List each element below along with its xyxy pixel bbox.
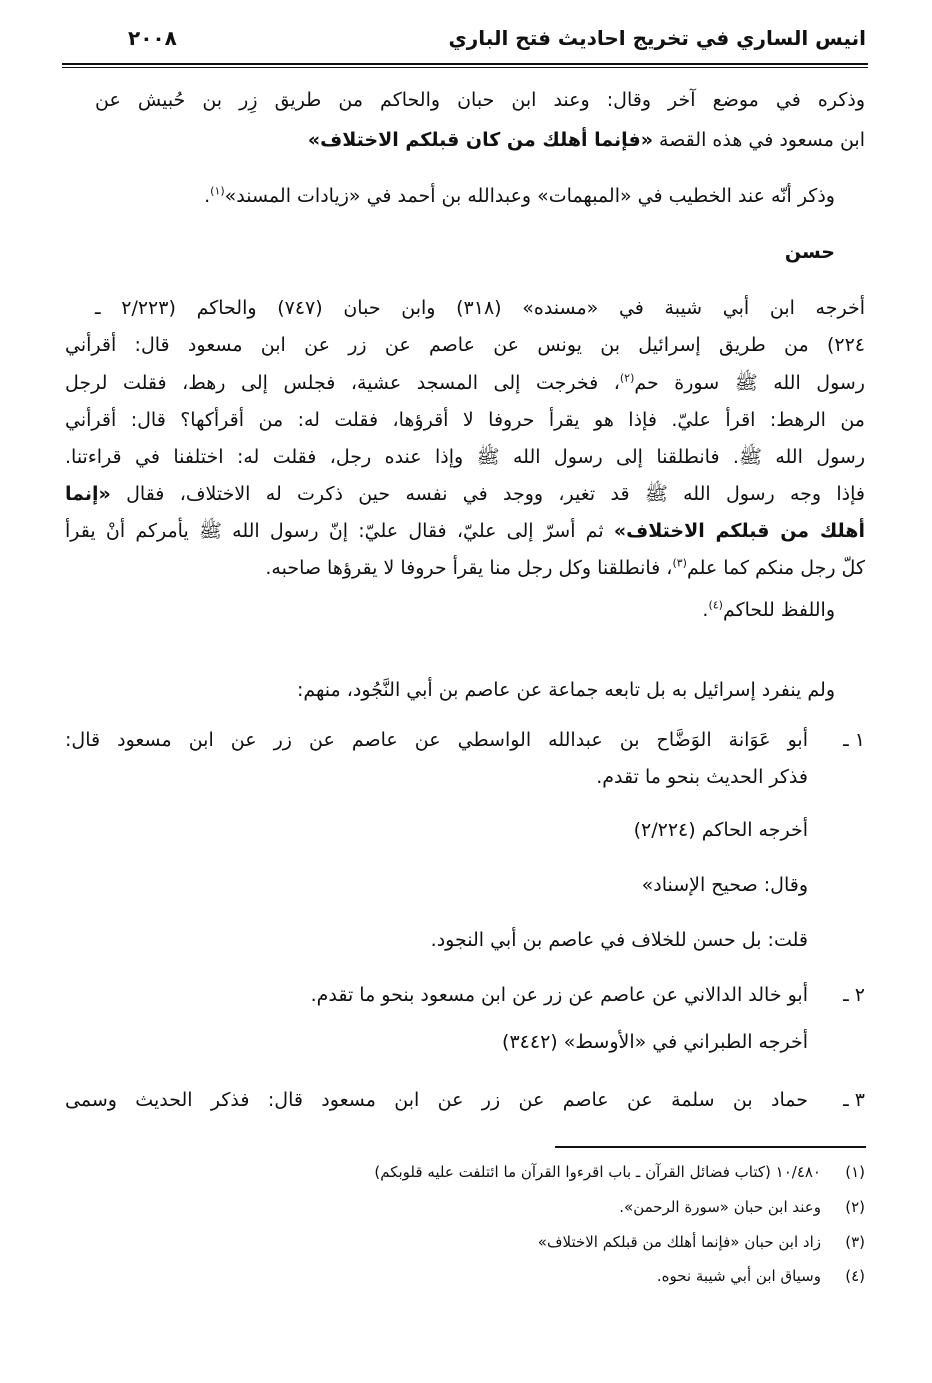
footnote-text: وعند ابن حبان «سورة الرحمن». bbox=[619, 1198, 821, 1216]
page-number: ٢٠٠٨ bbox=[128, 26, 177, 50]
footnote-ref[interactable]: (٢) bbox=[619, 371, 635, 385]
header-rule-thin bbox=[62, 67, 868, 68]
paragraph-line bbox=[308, 122, 865, 158]
quote-bold: أهلك من قبلكم الاختلاف» bbox=[613, 520, 865, 542]
text: . bbox=[204, 185, 211, 207]
list-item-line: حماد بن سلمة عن عاصم عن زر عن ابن مسعود قال: فذكر الحديث وسمى bbox=[65, 1089, 808, 1111]
paragraph-line bbox=[65, 476, 865, 512]
text: ابن مسعود في هذه القصة bbox=[652, 129, 865, 151]
footnote-text: ١٠/٤٨٠ (كتاب فضائل القرآن ـ باب اقرءوا القرآن ما ائتلفت عليه قلوبكم) bbox=[374, 1163, 821, 1181]
item-number: ٣ ـ bbox=[843, 1089, 865, 1111]
footnote-text: وسياق ابن أبي شيبة نحوه. bbox=[656, 1267, 821, 1285]
footnote-number: (٢) bbox=[845, 1198, 865, 1216]
footnote bbox=[374, 1157, 865, 1187]
paragraph-line bbox=[65, 365, 865, 401]
quote-bold: «إنما bbox=[65, 483, 111, 505]
footnote-rule bbox=[555, 1146, 866, 1148]
footnote-ref[interactable]: (٤) bbox=[708, 598, 723, 612]
list-item-line: أبو عَوَانة الوَضَّاح بن عبدالله الواسطي عن عاصم عن زر عن ابن مسعود قال: bbox=[65, 729, 808, 751]
running-title: انيس الساري في تخريج احاديث فتح الباري bbox=[448, 26, 866, 50]
quote-bold: «فإنما أهلك من كان قبلكم الاختلاف» bbox=[307, 129, 653, 151]
paragraph-line bbox=[65, 513, 865, 549]
text: ثم أسرّ إلى عليّ، فقال عليّ: إنّ رسول الله ﷺ يأمركم أنْ يقرأ bbox=[65, 520, 614, 542]
footnote bbox=[538, 1227, 865, 1257]
text: رسول الله ﷺ سورة حم bbox=[634, 372, 865, 394]
paragraph-line: أخرجه ابن أبي شيبة في «مسنده» (٣١٨) وابن حبان (٧٤٧) والحاكم (٢/٢٢٣ ـ bbox=[95, 297, 865, 319]
footnote-number: (٤) bbox=[845, 1267, 865, 1285]
paragraph-line: من الرهط: اقرأ عليّ. فإذا هو يقرأ حروفا لا أقرؤها، فقلت له: من أقرأكها؟ قال: أقرأني bbox=[65, 409, 865, 431]
footnote-number: (١) bbox=[845, 1163, 865, 1181]
list-item-line: قلت: بل حسن للخلاف في عاصم بن أبي النجود. bbox=[430, 929, 808, 951]
paragraph-line bbox=[265, 550, 865, 586]
footnote bbox=[657, 1261, 865, 1291]
text: فإذا وجه رسول الله ﷺ قد تغير، ووجد في نفسه حين ذكرت له الاختلاف، فقال bbox=[110, 483, 865, 505]
paragraph-line: ٢٢٤) من طريق إسرائيل بن يونس عن عاصم عن زر عن ابن مسعود قال: أقرأني bbox=[65, 334, 865, 356]
footnote bbox=[619, 1192, 865, 1222]
paragraph-line bbox=[702, 592, 835, 628]
paragraph-line: وذكره في موضع آخر وقال: وعند ابن حبان والحاكم من طريق زِر بن حُبيش عن bbox=[95, 89, 865, 111]
list-item-line: أبو خالد الدالاني عن عاصم عن زر عن ابن مسعود بنحو ما تقدم. bbox=[310, 984, 808, 1006]
paragraph-line: رسول الله ﷺ. فانطلقنا إلى رسول الله ﷺ وإذا عنده رجل، فقلت له: اختلفنا في قراءتنا. bbox=[65, 446, 865, 468]
footnote-number: (٣) bbox=[845, 1233, 865, 1251]
list-item-line: أخرجه الحاكم (٢/٢٢٤) bbox=[633, 819, 808, 841]
paragraph-line bbox=[204, 178, 835, 214]
section-heading: حسن bbox=[784, 241, 835, 263]
text: كلّ رجل منكم كما علم bbox=[686, 557, 865, 579]
list-item-line: أخرجه الطبراني في «الأوسط» (٣٤٤٢) bbox=[502, 1031, 808, 1053]
header-rule bbox=[62, 63, 868, 65]
list-item-line: فذكر الحديث بنحو ما تقدم. bbox=[596, 766, 808, 788]
footnote-text: زاد ابن حبان «فإنما أهلك من قبلكم الاختلاف» bbox=[537, 1233, 821, 1251]
text: ، فانطلقنا وكل رجل منا يقرأ حروفا لا يقرؤها صاحبه. bbox=[265, 557, 673, 579]
footnote-ref[interactable]: (١) bbox=[210, 184, 225, 198]
list-item-line: وقال: صحيح الإسناد» bbox=[641, 874, 808, 896]
text: وذكر أنّه عند الخطيب في «المبهمات» وعبدالله بن أحمد في «زيادات المسند» bbox=[224, 185, 835, 207]
text: واللفظ للحاكم bbox=[722, 599, 835, 621]
item-number: ٢ ـ bbox=[843, 984, 865, 1006]
text: . bbox=[702, 599, 709, 621]
footnote-ref[interactable]: (٣) bbox=[672, 556, 687, 570]
text: ، فخرجت إلى المسجد عشية، فجلس إلى رهط، فقلت لرجل bbox=[65, 372, 620, 394]
paragraph-line: ولم ينفرد إسرائيل به بل تابعه جماعة عن عاصم بن أبي النَّجُود، منهم: bbox=[297, 679, 835, 701]
item-number: ١ ـ bbox=[843, 729, 865, 751]
